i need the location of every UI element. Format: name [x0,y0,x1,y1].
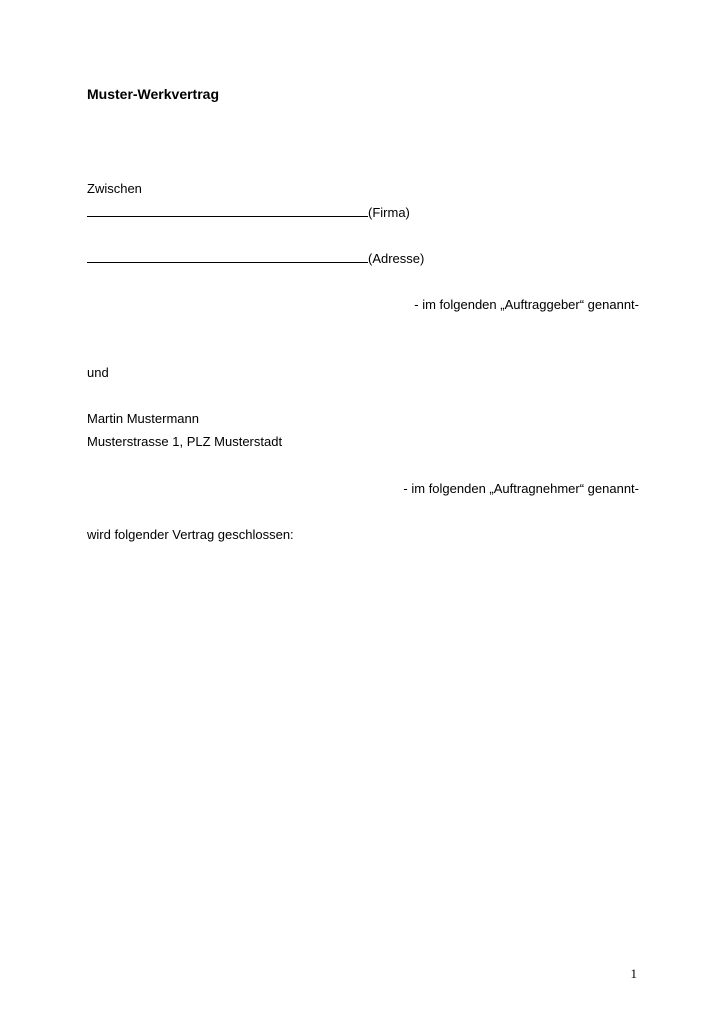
adresse-blank-line [87,250,368,263]
client-role-text: - im folgenden „Auftraggeber“ genannt- [414,297,639,312]
contractor-address: Musterstrasse 1, PLZ Musterstadt [87,434,283,449]
adresse-label: (Adresse) [368,251,425,266]
firma-field [87,204,410,221]
adresse-field [87,250,424,267]
page-number: 1 [630,966,637,981]
contractor-role-text: - im folgenden „Auftragnehmer“ genannt- [403,481,639,496]
intro-text: Zwischen [87,181,142,196]
conjunction-text: und [87,365,109,380]
contractor-name: Martin Mustermann [87,411,199,426]
closing-text: wird folgender Vertrag geschlossen: [87,527,294,542]
firma-label: (Firma) [368,205,410,220]
firma-blank-line [87,204,368,217]
document-title: Muster-Werkvertrag [87,86,220,102]
